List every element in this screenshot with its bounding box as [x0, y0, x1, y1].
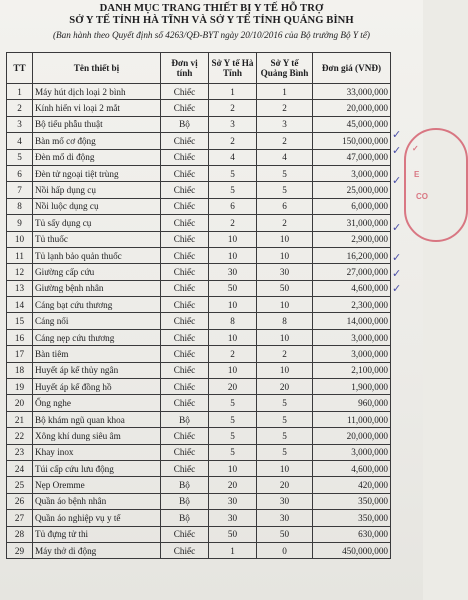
equipment-name: Đèn mổ di động [33, 149, 161, 165]
table-row [7, 411, 391, 427]
table-row [7, 215, 391, 231]
quang-binh-quantity: 0 [257, 542, 313, 558]
row-number: 22 [7, 428, 33, 444]
ha-tinh-quantity: 30 [209, 510, 257, 526]
unit-price: 20,000,000 [313, 100, 391, 116]
unit-cell: Chiếc [161, 346, 209, 362]
equipment-name: Bàn mổ cơ động [33, 133, 161, 149]
ha-tinh-quantity: 20 [209, 379, 257, 395]
ha-tinh-quantity: 5 [209, 395, 257, 411]
ha-tinh-quantity: 4 [209, 149, 257, 165]
ha-tinh-quantity: 10 [209, 231, 257, 247]
equipment-name: Đèn tử ngoại tiệt trùng [33, 165, 161, 181]
quang-binh-quantity: 10 [257, 231, 313, 247]
ha-tinh-quantity: 5 [209, 182, 257, 198]
unit-price: 33,000,000 [313, 84, 391, 100]
unit-price: 3,000,000 [313, 346, 391, 362]
unit-cell: Chiếc [161, 329, 209, 345]
row-number: 4 [7, 133, 33, 149]
ha-tinh-quantity: 30 [209, 264, 257, 280]
row-number: 19 [7, 379, 33, 395]
equipment-name: Cáng nẹp cứu thương [33, 329, 161, 345]
column-header-unit: Đơn vị tính [161, 53, 209, 84]
unit-cell: Chiếc [161, 526, 209, 542]
ha-tinh-quantity: 50 [209, 280, 257, 296]
table-row [7, 313, 391, 329]
unit-cell: Bộ [161, 411, 209, 427]
table-row [7, 198, 391, 214]
unit-price: 960,000 [313, 395, 391, 411]
quang-binh-quantity: 20 [257, 477, 313, 493]
document-subtitle: (Ban hành theo Quyết định số 4263/QĐ-BYT ngày 20/10/2016 của Bộ trưởng Bộ Y tế) [53, 30, 370, 40]
equipment-name: Nồi luộc dụng cụ [33, 198, 161, 214]
unit-price: 11,000,000 [313, 411, 391, 427]
row-number: 23 [7, 444, 33, 460]
quang-binh-quantity: 3 [257, 116, 313, 132]
table-row [7, 493, 391, 509]
unit-price: 25,000,000 [313, 182, 391, 198]
table-row [7, 346, 391, 362]
unit-price: 450,000,000 [313, 542, 391, 558]
row-number: 1 [7, 84, 33, 100]
table-body [7, 84, 391, 559]
table-row [7, 542, 391, 558]
row-number: 7 [7, 182, 33, 198]
unit-cell: Chiếc [161, 395, 209, 411]
row-number: 12 [7, 264, 33, 280]
unit-price: 350,000 [313, 510, 391, 526]
unit-price: 31,000,000 [313, 215, 391, 231]
quang-binh-quantity: 50 [257, 526, 313, 542]
unit-cell: Chiếc [161, 149, 209, 165]
table-row [7, 84, 391, 100]
ha-tinh-quantity: 10 [209, 297, 257, 313]
quang-binh-quantity: 10 [257, 329, 313, 345]
unit-cell: Bộ [161, 510, 209, 526]
title-line-2: SỞ Y TẾ TỈNH HÀ TĨNH VÀ SỞ Y TẾ TỈNH QUẢNG BÌNH [69, 15, 354, 26]
unit-cell: Bộ [161, 477, 209, 493]
document-header [0, 0, 423, 41]
equipment-name: Huyết áp kế đồng hồ [33, 379, 161, 395]
quang-binh-quantity: 5 [257, 444, 313, 460]
unit-cell: Bộ [161, 493, 209, 509]
table-row [7, 444, 391, 460]
column-header-ha-tinh: Sở Y tế Hà Tĩnh [209, 53, 257, 84]
equipment-name: Nẹp Oremme [33, 477, 161, 493]
unit-price: 630,000 [313, 526, 391, 542]
equipment-name: Bàn tiêm [33, 346, 161, 362]
unit-cell: Chiếc [161, 165, 209, 181]
row-number: 24 [7, 460, 33, 476]
unit-cell: Chiếc [161, 198, 209, 214]
ha-tinh-quantity: 5 [209, 165, 257, 181]
row-number: 20 [7, 395, 33, 411]
row-number: 8 [7, 198, 33, 214]
quang-binh-quantity: 30 [257, 264, 313, 280]
unit-cell: Chiếc [161, 231, 209, 247]
unit-cell: Bộ [161, 116, 209, 132]
row-number: 26 [7, 493, 33, 509]
quang-binh-quantity: 6 [257, 198, 313, 214]
row-number: 5 [7, 149, 33, 165]
ha-tinh-quantity: 5 [209, 444, 257, 460]
table-row [7, 165, 391, 181]
equipment-name: Túi cấp cứu lưu động [33, 460, 161, 476]
unit-price: 3,000,000 [313, 444, 391, 460]
equipment-name: Tủ đựng tử thi [33, 526, 161, 542]
quang-binh-quantity: 1 [257, 84, 313, 100]
unit-price: 45,000,000 [313, 116, 391, 132]
unit-cell: Chiếc [161, 84, 209, 100]
ha-tinh-quantity: 2 [209, 346, 257, 362]
row-number: 25 [7, 477, 33, 493]
ha-tinh-quantity: 20 [209, 477, 257, 493]
unit-price: 20,000,000 [313, 428, 391, 444]
check-mark-icon: ✓ [392, 251, 402, 265]
quang-binh-quantity: 5 [257, 428, 313, 444]
ha-tinh-quantity: 10 [209, 329, 257, 345]
quang-binh-quantity: 2 [257, 100, 313, 116]
unit-price: 16,200,000 [313, 247, 391, 263]
unit-price: 3,000,000 [313, 329, 391, 345]
row-number: 2 [7, 100, 33, 116]
equipment-name: Khay inox [33, 444, 161, 460]
table-row [7, 477, 391, 493]
unit-price: 47,000,000 [313, 149, 391, 165]
ha-tinh-quantity: 5 [209, 411, 257, 427]
unit-cell: Chiếc [161, 362, 209, 378]
ha-tinh-quantity: 1 [209, 542, 257, 558]
equipment-name: Bộ tiểu phẫu thuật [33, 116, 161, 132]
check-mark-icon: ✓ [392, 143, 402, 157]
ha-tinh-quantity: 2 [209, 100, 257, 116]
ha-tinh-quantity: 50 [209, 526, 257, 542]
red-stamp: ✓ E CO [404, 128, 468, 242]
row-number: 29 [7, 542, 33, 558]
equipment-name: Quần áo nghiệp vụ y tế [33, 510, 161, 526]
row-number: 18 [7, 362, 33, 378]
table-row [7, 133, 391, 149]
quang-binh-quantity: 10 [257, 460, 313, 476]
equipment-name: Cáng nổi [33, 313, 161, 329]
equipment-name: Giường bệnh nhân [33, 280, 161, 296]
quang-binh-quantity: 30 [257, 493, 313, 509]
equipment-name: Tủ thuốc [33, 231, 161, 247]
quang-binh-quantity: 10 [257, 362, 313, 378]
unit-cell: Chiếc [161, 247, 209, 263]
ha-tinh-quantity: 8 [209, 313, 257, 329]
equipment-table [6, 52, 391, 559]
ha-tinh-quantity: 10 [209, 460, 257, 476]
table-row [7, 100, 391, 116]
unit-price: 6,000,000 [313, 198, 391, 214]
table-row [7, 395, 391, 411]
unit-cell: Chiếc [161, 542, 209, 558]
table-row [7, 526, 391, 542]
check-mark-icon: ✓ [392, 220, 402, 234]
check-mark-icon: ✓ [392, 174, 402, 188]
unit-cell: Chiếc [161, 444, 209, 460]
unit-cell: Chiếc [161, 313, 209, 329]
quang-binh-quantity: 10 [257, 247, 313, 263]
ha-tinh-quantity: 10 [209, 362, 257, 378]
equipment-name: Quần áo bệnh nhân [33, 493, 161, 509]
ha-tinh-quantity: 2 [209, 133, 257, 149]
unit-cell: Chiếc [161, 297, 209, 313]
equipment-name: Huyết áp kế thủy ngân [33, 362, 161, 378]
table-row [7, 247, 391, 263]
unit-cell: Chiếc [161, 460, 209, 476]
table-row [7, 329, 391, 345]
unit-price: 1,900,000 [313, 379, 391, 395]
row-number: 6 [7, 165, 33, 181]
quang-binh-quantity: 20 [257, 379, 313, 395]
table-row [7, 510, 391, 526]
unit-price: 27,000,000 [313, 264, 391, 280]
unit-price: 2,300,000 [313, 297, 391, 313]
table-row [7, 231, 391, 247]
row-number: 21 [7, 411, 33, 427]
equipment-name: Nồi hấp dụng cụ [33, 182, 161, 198]
row-number: 3 [7, 116, 33, 132]
unit-cell: Chiếc [161, 264, 209, 280]
quang-binh-quantity: 2 [257, 346, 313, 362]
unit-price: 3,000,000 [313, 165, 391, 181]
row-number: 14 [7, 297, 33, 313]
equipment-name: Tủ sấy dụng cụ [33, 215, 161, 231]
ha-tinh-quantity: 30 [209, 493, 257, 509]
unit-price: 420,000 [313, 477, 391, 493]
quang-binh-quantity: 8 [257, 313, 313, 329]
equipment-name: Máy thở di động [33, 542, 161, 558]
row-number: 13 [7, 280, 33, 296]
row-number: 15 [7, 313, 33, 329]
quang-binh-quantity: 2 [257, 133, 313, 149]
row-number: 11 [7, 247, 33, 263]
quang-binh-quantity: 2 [257, 215, 313, 231]
ha-tinh-quantity: 6 [209, 198, 257, 214]
unit-cell: Chiếc [161, 280, 209, 296]
unit-price: 2,100,000 [313, 362, 391, 378]
unit-cell: Chiếc [161, 428, 209, 444]
quang-binh-quantity: 30 [257, 510, 313, 526]
quang-binh-quantity: 5 [257, 182, 313, 198]
table-row [7, 264, 391, 280]
quang-binh-quantity: 50 [257, 280, 313, 296]
table-row [7, 362, 391, 378]
unit-price: 2,900,000 [313, 231, 391, 247]
table-row [7, 428, 391, 444]
ha-tinh-quantity: 1 [209, 84, 257, 100]
unit-price: 14,000,000 [313, 313, 391, 329]
unit-price: 150,000,000 [313, 133, 391, 149]
quang-binh-quantity: 5 [257, 411, 313, 427]
row-number: 28 [7, 526, 33, 542]
column-header-tt: TT [7, 53, 33, 84]
check-mark-icon: ✓ [392, 128, 402, 142]
equipment-name: Xông khí dung siêu âm [33, 428, 161, 444]
unit-price: 350,000 [313, 493, 391, 509]
equipment-name: Cáng bạt cứu thương [33, 297, 161, 313]
unit-cell: Chiếc [161, 215, 209, 231]
table-row [7, 297, 391, 313]
row-number: 17 [7, 346, 33, 362]
row-number: 16 [7, 329, 33, 345]
ha-tinh-quantity: 5 [209, 428, 257, 444]
table-row [7, 116, 391, 132]
title-line-1: DANH MỤC TRANG THIẾT BỊ Y TẾ HỖ TRỢ [99, 3, 324, 14]
unit-cell: Chiếc [161, 379, 209, 395]
unit-cell: Chiếc [161, 100, 209, 116]
equipment-name: Kính hiển vi loại 2 mắt [33, 100, 161, 116]
quang-binh-quantity: 5 [257, 165, 313, 181]
equipment-name: Tủ lạnh bảo quản thuốc [33, 247, 161, 263]
check-mark-icon: ✓ [392, 282, 402, 296]
table-row [7, 182, 391, 198]
ha-tinh-quantity: 10 [209, 247, 257, 263]
unit-cell: Chiếc [161, 182, 209, 198]
column-header-quang-binh: Sở Y tế Quảng Bình [257, 53, 313, 84]
equipment-name: Ống nghe [33, 395, 161, 411]
row-number: 27 [7, 510, 33, 526]
table-row [7, 149, 391, 165]
check-mark-icon: ✓ [392, 266, 402, 280]
table-row [7, 280, 391, 296]
unit-price: 4,600,000 [313, 280, 391, 296]
equipment-name: Bộ khám ngũ quan khoa [33, 411, 161, 427]
equipment-name: Máy hút dịch loại 2 bình [33, 84, 161, 100]
unit-price: 4,600,000 [313, 460, 391, 476]
ha-tinh-quantity: 3 [209, 116, 257, 132]
quang-binh-quantity: 4 [257, 149, 313, 165]
quang-binh-quantity: 5 [257, 395, 313, 411]
column-header-price: Đơn giá (VNĐ) [313, 53, 391, 84]
unit-cell: Chiếc [161, 133, 209, 149]
row-number: 9 [7, 215, 33, 231]
quang-binh-quantity: 10 [257, 297, 313, 313]
table-header-row [7, 53, 391, 84]
ha-tinh-quantity: 2 [209, 215, 257, 231]
column-header-name: Tên thiết bị [33, 53, 161, 84]
row-number: 10 [7, 231, 33, 247]
equipment-name: Giường cấp cứu [33, 264, 161, 280]
table-row [7, 379, 391, 395]
table-row [7, 460, 391, 476]
